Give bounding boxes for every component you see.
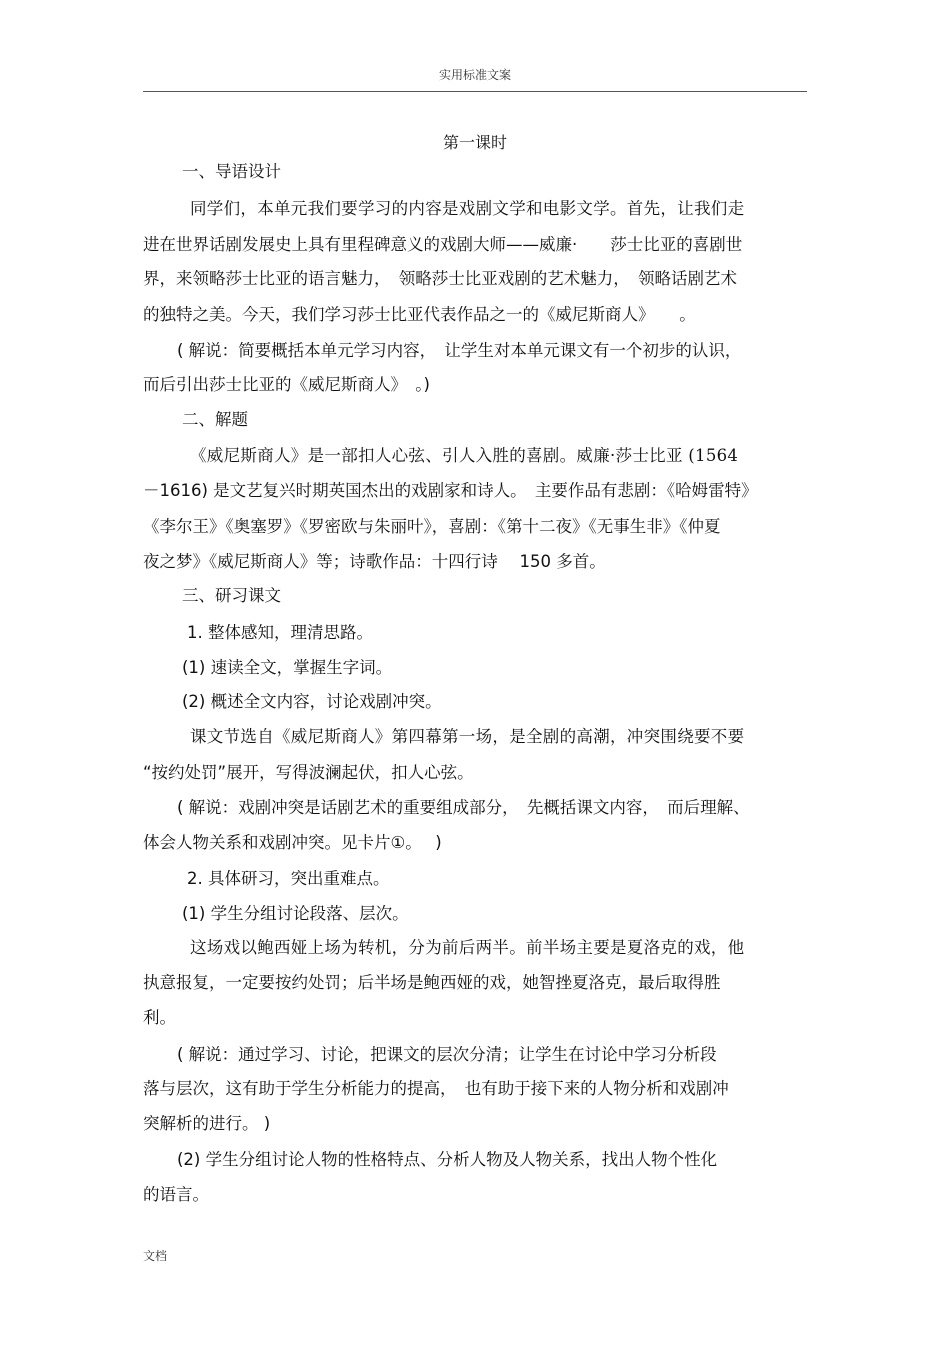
- list-item: 的语言。: [143, 1185, 209, 1204]
- note-line: ( 解说：简要概括本单元学习内容， 让学生对本单元课文有一个初步的认识，: [177, 341, 742, 360]
- paragraph-line: 夜之梦》《威尼斯商人》等；诗歌作品：十四行诗 150 多首。: [143, 552, 606, 571]
- header-rule: [143, 91, 807, 92]
- list-item: 1. 整体感知，理清思路。: [187, 623, 373, 642]
- note-line: ( 解说：通过学习、讨论，把课文的层次分清；让学生在讨论中学习分析段: [177, 1045, 717, 1064]
- paragraph-line: 进在世界话剧发展史上具有里程碑意义的戏剧大师——威廉· 莎士比亚的喜剧世: [143, 235, 743, 254]
- paragraph-line: －1616) 是文艺复兴时期英国杰出的戏剧家和诗人。 主要作品有悲剧：《哈姆雷特》: [143, 481, 758, 500]
- paragraph-line: 的独特之美。今天，我们学习莎士比亚代表作品之一的《威尼斯商人》 。: [143, 305, 696, 324]
- note-line: 体会人物关系和戏剧冲突。见卡片①。 ): [143, 833, 442, 852]
- list-item: (1) 速读全文，掌握生字词。: [182, 658, 393, 677]
- list-item: (2) 学生分组讨论人物的性格特点、分析人物及人物关系，找出人物个性化: [177, 1150, 718, 1169]
- section-heading-title: 二、解题: [182, 410, 248, 429]
- paragraph-line: “按约处罚”展开，写得波澜起伏，扣人心弦。: [143, 763, 474, 782]
- lesson-title: 第一课时: [442, 133, 507, 152]
- paragraph-line: 执意报复，一定要按约处罚；后半场是鲍西娅的戏，她智挫夏洛克，最后取得胜: [143, 973, 721, 992]
- paragraph-line: 《李尔王》《奥塞罗》《罗密欧与朱丽叶》，喜剧：《第十二夜》《无事生非》《仲夏: [143, 517, 721, 536]
- paragraph-line: 同学们，本单元我们要学习的内容是戏剧文学和电影文学。首先，让我们走: [190, 199, 745, 218]
- paragraph-line: 这场戏以鲍西娅上场为转机，分为前后两半。前半场主要是夏洛克的戏，他: [190, 938, 745, 957]
- list-item: 2. 具体研习，突出重难点。: [187, 869, 390, 888]
- paragraph-line: 课文节选自《威尼斯商人》第四幕第一场，是全剧的高潮，冲突围绕要不要: [190, 727, 745, 746]
- note-line: ( 解说：戏剧冲突是话剧艺术的重要组成部分， 先概括课文内容， 而后理解、: [177, 798, 750, 817]
- paragraph-line: 界，来领略莎士比亚的语言魅力， 领略莎士比亚戏剧的艺术魅力， 领略话剧艺术: [143, 269, 737, 288]
- note-line: 突解析的进行。 ): [143, 1114, 271, 1133]
- section-heading-study: 三、研习课文: [182, 586, 281, 605]
- list-item: (2) 概述全文内容，讨论戏剧冲突。: [182, 692, 442, 711]
- paragraph-line: 利。: [143, 1008, 176, 1027]
- section-heading-intro: 一、导语设计: [182, 162, 281, 181]
- list-item: (1) 学生分组讨论段落、层次。: [182, 904, 409, 923]
- note-line: 而后引出莎士比亚的《威尼斯商人》 。): [143, 375, 430, 394]
- page-header: 实用标准文案: [438, 68, 511, 82]
- paragraph-line: 《威尼斯商人》是一部扣人心弦、引人入胜的喜剧。威廉·莎士比亚 (1564: [190, 446, 739, 465]
- note-line: 落与层次，这有助于学生分析能力的提高， 也有助于接下来的人物分析和戏剧冲: [143, 1079, 729, 1098]
- page-footer: 文档: [143, 1249, 168, 1263]
